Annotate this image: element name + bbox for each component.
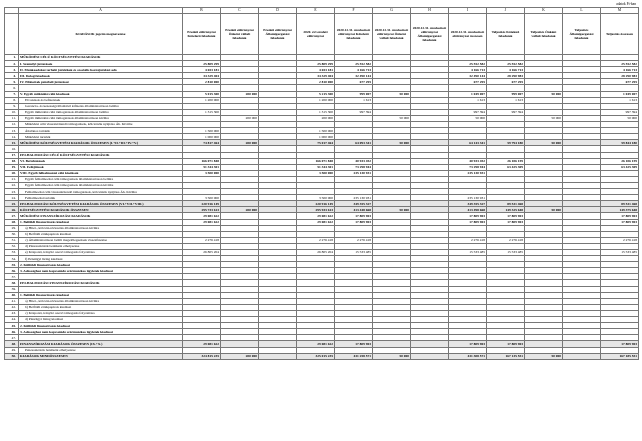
- amount-cell: 5 215 300: [297, 91, 335, 97]
- row-number: 38.: [5, 280, 19, 286]
- amount-cell: 89 531 468: [601, 201, 639, 207]
- amount-cell: 149 325 648: [487, 207, 525, 213]
- amount-cell: [411, 353, 449, 359]
- column-letter: L: [563, 8, 601, 14]
- amount-cell: 40 933 452: [335, 158, 373, 164]
- row-number: 26.: [5, 207, 19, 213]
- amount-cell: 26 805 204: [183, 250, 221, 256]
- amount-cell: 324 815 235: [183, 353, 221, 359]
- column-header: KIADÁSOK jogcím megnevezése: [19, 14, 183, 55]
- row-label: Működési célú visszatérítendő támogatások, kölcsönök nyújtása Áh. Kívülre: [19, 122, 183, 128]
- amount-cell: 74 817 464: [183, 140, 221, 146]
- row-number: 15.: [5, 140, 19, 146]
- amount-cell: 1 613: [487, 97, 525, 103]
- row-number: 27.: [5, 213, 19, 219]
- row-number: 16.: [5, 146, 19, 152]
- column-header-row: [5, 14, 639, 55]
- amount-cell: 26 106 159: [487, 158, 525, 164]
- amount-cell: 220 916 149: [183, 201, 221, 207]
- amount-cell: 431 308 571: [449, 353, 487, 359]
- amount-cell: 235 130 931: [335, 195, 373, 201]
- row-label: a) Hitel-, kölcsön-törlesztés államháztartáson kívülre: [19, 225, 183, 231]
- amount-cell: 50 000: [601, 115, 639, 121]
- amount-cell: 29 081 622: [183, 341, 221, 347]
- amount-cell: 235 130 931: [335, 170, 373, 176]
- row-label: b) Belföldi értékpapírok kiadásai: [19, 304, 183, 310]
- row-number: 46.: [5, 329, 19, 335]
- row-label: c) Államháztartáson belüli megelőlegezések visszafizetése: [19, 237, 183, 243]
- amount-cell: 50 000: [525, 115, 563, 121]
- row-number: 7.: [5, 91, 19, 97]
- row-label: FINANSZÍROZÁSI KIADÁSOK ÖSSZESEN (IX.+X.): [19, 341, 183, 347]
- row-label: Egyéb felhalmozási célú támogatások államháztartáson belülre: [19, 176, 183, 182]
- amount-cell: 295 933 613: [297, 207, 335, 213]
- amount-cell: 26 106 159: [601, 158, 639, 164]
- amount-cell: 431 258 571: [335, 353, 373, 359]
- amount-cell: 64 093 341: [335, 140, 373, 146]
- amount-cell: 1 613: [449, 97, 487, 103]
- column-letter: I: [449, 8, 487, 14]
- row-number: 2.: [5, 61, 19, 67]
- amount-cell: 50 000: [373, 353, 411, 359]
- row-number: 47.: [5, 335, 19, 341]
- amount-cell: 167 135 551: [487, 353, 525, 359]
- amount-cell: 50 000: [373, 207, 411, 213]
- row-number: 30.: [5, 231, 19, 237]
- amount-cell: 677 295: [601, 79, 639, 85]
- amount-cell: 29 081 622: [183, 219, 221, 225]
- amount-cell: 5 015 300: [183, 91, 221, 97]
- amount-cell: 50 000: [525, 207, 563, 213]
- amount-cell: 25 552 582: [335, 61, 373, 67]
- amount-cell: 32 490 144: [449, 73, 487, 79]
- amount-cell: 4 166 713: [449, 67, 487, 73]
- amount-cell: 25 552 582: [449, 61, 487, 67]
- row-label: f) Pénzügyi lízing kiadásai: [19, 256, 183, 262]
- amount-cell: 73 298 944: [335, 164, 373, 170]
- row-number: 20.: [5, 170, 19, 176]
- column-header: Teljesítés Kötelező feladatok: [487, 14, 525, 55]
- amount-cell: 28 290 983: [487, 73, 525, 79]
- column-letter: A: [19, 8, 183, 14]
- row-label: Felhalmozási tartalék: [19, 195, 183, 201]
- amount-cell: 63 425 309: [487, 164, 525, 170]
- amount-cell: 1 613: [335, 97, 373, 103]
- row-label: MŰKÖDÉSI KÖLTSÉGVETÉSI KIADÁSOK ÖSSZESEN (I.+II.+III.+IV.+V.): [19, 140, 183, 146]
- amount-cell: 325 015 235: [297, 353, 335, 359]
- column-letter: K: [525, 8, 563, 14]
- amount-cell: 413 498 668: [449, 207, 487, 213]
- row-label: Egyéb felhalmozási célú támogatások államháztartáson kívülre: [19, 182, 183, 188]
- amount-cell: 1 200 000: [183, 97, 221, 103]
- amount-cell: 149 375 648: [601, 207, 639, 213]
- amount-cell: 2 276 418: [183, 237, 221, 243]
- row-number: 45.: [5, 323, 19, 329]
- row-number: 24.: [5, 195, 19, 201]
- amount-cell: 997 394: [601, 109, 639, 115]
- amount-cell: 17 809 903: [601, 219, 639, 225]
- amount-cell: 200 000: [221, 353, 259, 359]
- row-label: IV. Ellátottak pénzbeli juttatásai: [19, 79, 183, 85]
- row-number: 36.: [5, 268, 19, 274]
- row-number: 31.: [5, 237, 19, 243]
- amount-cell: 1 049 007: [601, 91, 639, 97]
- row-number: 28.: [5, 219, 19, 225]
- amount-cell: [563, 353, 601, 359]
- amount-cell: 17 809 903: [601, 213, 639, 219]
- amount-cell: 4 166 713: [335, 67, 373, 73]
- amount-cell: 29 081 622: [183, 213, 221, 219]
- amount-cell: 1 613: [601, 97, 639, 103]
- column-letter: E: [297, 8, 335, 14]
- expenditure-table: [4, 7, 639, 360]
- row-number: 4.: [5, 73, 19, 79]
- amount-cell: 295 733 613: [183, 207, 221, 213]
- row-number: 39.: [5, 286, 19, 292]
- column-header: [5, 14, 19, 55]
- row-number: 35.: [5, 262, 19, 268]
- row-label: Pénzeszközök betétként elhelyezése: [19, 347, 183, 353]
- column-letter: F: [335, 8, 373, 14]
- amount-cell: 73 298 944: [449, 164, 487, 170]
- amount-cell: 17 809 903: [449, 219, 487, 225]
- amount-cell: 999 007: [487, 91, 525, 97]
- row-label: KÖLTSÉGVETÉSI KIADÁSOK ÖSSZESEN: [19, 207, 183, 213]
- amount-cell: 25 552 582: [601, 61, 639, 67]
- row-number: 42.: [5, 304, 19, 310]
- amount-cell: 89 531 468: [487, 201, 525, 207]
- row-label: KIADÁSOK MINDÖSSZESEN: [19, 353, 183, 359]
- column-header: Eredeti előirányzat Kötelező feladatok: [183, 14, 221, 55]
- amount-cell: 75 017 464: [297, 140, 335, 146]
- row-label: Általános tartalék: [19, 128, 183, 134]
- row-label: 2. Külföldi finanszírozás kiadásai: [19, 262, 183, 268]
- row-number: 5.: [5, 79, 19, 85]
- amount-cell: 29 081 622: [297, 213, 335, 219]
- row-label: c) Központi, irányító szervi támogatás folyósítása: [19, 310, 183, 316]
- row-number: 49.: [5, 347, 19, 353]
- amount-cell: 167 185 551: [601, 353, 639, 359]
- row-number: 40.: [5, 292, 19, 298]
- amount-cell: 4 166 713: [487, 67, 525, 73]
- amount-cell: 34 329 404: [297, 73, 335, 79]
- row-label: a) Hitel-, kölcsön-törlesztés államháztartáson kívülre: [19, 298, 183, 304]
- amount-cell: 50 000: [525, 140, 563, 146]
- amount-cell: 50 000: [525, 353, 563, 359]
- column-letter: M: [601, 8, 639, 14]
- table-body: [5, 55, 639, 360]
- column-header: Eredeti előirányzat Önként vállalt feladatok: [221, 14, 259, 55]
- row-number: 21.: [5, 176, 19, 182]
- amount-cell: 2 276 418: [487, 237, 525, 243]
- amount-cell: 2 276 418: [449, 237, 487, 243]
- amount-cell: 1 049 007: [449, 91, 487, 97]
- row-label: 1. Belföldi finanszírozás kiadásai: [19, 219, 183, 225]
- amount-cell: 2 276 418: [297, 237, 335, 243]
- column-header: Teljesítés összesen: [601, 14, 639, 55]
- column-header: 2020. évi eredeti előirányzat: [297, 14, 335, 55]
- row-number: 6.: [5, 85, 19, 91]
- amount-cell: 17 809 903: [487, 213, 525, 219]
- amount-cell: 50 000: [525, 91, 563, 97]
- amount-cell: 349 355 327: [335, 201, 373, 207]
- amount-cell: 677 295: [449, 79, 487, 85]
- row-number: 19.: [5, 164, 19, 170]
- row-number: 32.: [5, 243, 19, 249]
- row-number: 48.: [5, 341, 19, 347]
- column-header: 2020.12.31. módosított előirányzat Önként vállalt feladatok: [373, 14, 411, 55]
- amount-cell: 51 344 301: [183, 164, 221, 170]
- row-number: 22.: [5, 182, 19, 188]
- amount-cell: 997 394: [335, 109, 373, 115]
- amount-cell: 29 081 622: [297, 219, 335, 225]
- amount-cell: 17 809 903: [449, 341, 487, 347]
- amount-cell: 4 653 181: [183, 67, 221, 73]
- row-number: 37.: [5, 274, 19, 280]
- row-label: V. Egyéb működési célú kiadások: [19, 91, 183, 97]
- amount-cell: 166 071 848: [183, 158, 221, 164]
- column-letter: B: [183, 8, 221, 14]
- amount-cell: 17 809 903: [335, 213, 373, 219]
- amount-cell: 15 533 485: [335, 250, 373, 256]
- amount-cell: 1 500 000: [297, 128, 335, 134]
- amount-cell: 17 809 903: [487, 341, 525, 347]
- row-label: II. Munkaadókat terhelő járulékok és szociális hozzájárulási adó: [19, 67, 183, 73]
- row-number: 14.: [5, 134, 19, 140]
- column-header: 2020.12.31. módosított előirányzat összesen: [449, 14, 487, 55]
- row-label: 2. Külföldi finanszírozás kiadásai: [19, 323, 183, 329]
- amount-cell: 64 143 341: [449, 140, 487, 146]
- amount-cell: [259, 353, 297, 359]
- amount-cell: 1 000 000: [183, 134, 221, 140]
- row-number: 41.: [5, 298, 19, 304]
- row-number: 12.: [5, 122, 19, 128]
- amount-cell: 26 805 204: [297, 250, 335, 256]
- amount-cell: 1 000 000: [297, 134, 335, 140]
- amount-cell: 15 533 485: [449, 250, 487, 256]
- amount-cell: 50 000: [373, 140, 411, 146]
- amount-cell: 3 500 000: [183, 170, 221, 176]
- unit-note: adatok Ft-ban: [616, 2, 636, 6]
- column-letter: J: [487, 8, 525, 14]
- amount-cell: 166 071 848: [297, 158, 335, 164]
- column-letter: G: [373, 8, 411, 14]
- amount-cell: 50 000: [373, 115, 411, 121]
- amount-cell: 677 295: [335, 79, 373, 85]
- row-number: 10.: [5, 109, 19, 115]
- row-label: Egyéb működési célú támogatások államháztartáson belülre: [19, 109, 183, 115]
- amount-cell: 17 809 903: [335, 341, 373, 347]
- row-number: 23.: [5, 189, 19, 195]
- row-label: 3. Adóssághoz nem kapcsolódó származékos ügyletek kiadásai: [19, 268, 183, 274]
- amount-cell: 51 344 301: [297, 164, 335, 170]
- row-label: Elvonások és befizetések: [19, 97, 183, 103]
- amount-cell: 2 810 000: [183, 79, 221, 85]
- amount-cell: 28 290 983: [601, 73, 639, 79]
- amount-cell: 200 000: [221, 207, 259, 213]
- row-number: 9.: [5, 103, 19, 109]
- row-label: Egyéb működési célú támogatások államháztartáson kívülre: [19, 115, 183, 121]
- amount-cell: 17 809 903: [335, 219, 373, 225]
- amount-cell: 997 394: [487, 109, 525, 115]
- amount-cell: 25 552 582: [487, 61, 525, 67]
- amount-cell: 17 809 903: [601, 341, 639, 347]
- amount-cell: 1 315 300: [183, 109, 221, 115]
- amount-cell: 200 000: [297, 115, 335, 121]
- row-number: 17.: [5, 152, 19, 158]
- row-number: 3.: [5, 67, 19, 73]
- table-row: [5, 353, 639, 359]
- amount-cell: 220 916 149: [297, 201, 335, 207]
- column-letter: D: [259, 8, 297, 14]
- row-label: I. Személyi juttatások: [19, 61, 183, 67]
- column-letter: H: [411, 8, 449, 14]
- amount-cell: 59 844 180: [601, 140, 639, 146]
- amount-cell: 999 007: [335, 91, 373, 97]
- row-label: MŰKÖDÉSI CÉLÚ KÖLTSÉGVETÉSI KIADÁSOK: [19, 55, 183, 61]
- amount-cell: 15 533 485: [487, 250, 525, 256]
- amount-cell: 17 809 903: [449, 213, 487, 219]
- row-label: 3. Adóssághoz nem kapcsolódó származékos ügyletek kiadásai: [19, 329, 183, 335]
- amount-cell: 235 130 931: [449, 170, 487, 176]
- row-label: Felhalmozási célú visszatérítendő támogatások, kölcsönök nyújtása Áh. Kívülre: [19, 189, 183, 195]
- amount-cell: 50 000: [373, 91, 411, 97]
- row-label: VII. Felújítások: [19, 164, 183, 170]
- column-header: Teljesítés Államigazgatási feladatok: [563, 14, 601, 55]
- row-label: Működési tartalék: [19, 134, 183, 140]
- column-header: Teljesítés Önként vállalt feladatok: [525, 14, 563, 55]
- row-number: 34.: [5, 256, 19, 262]
- amount-cell: 40 933 452: [449, 158, 487, 164]
- amount-cell: 349 355 327: [449, 201, 487, 207]
- amount-cell: 1 500 000: [183, 128, 221, 134]
- amount-cell: 2 276 418: [335, 237, 373, 243]
- row-number: 50.: [5, 353, 19, 359]
- row-number: 25.: [5, 201, 19, 207]
- amount-cell: 235 130 931: [449, 195, 487, 201]
- row-number: 43.: [5, 310, 19, 316]
- amount-cell: 25 809 299: [183, 61, 221, 67]
- amount-cell: 2 810 000: [297, 79, 335, 85]
- row-label: d) Pénzeszközök betétként elhelyezése: [19, 243, 183, 249]
- row-label: FELHALMOZÁSI FINANSZÍROZÁSI KIADÁSOK: [19, 280, 183, 286]
- row-label: b) Belföldi értékpapírok kiadásai: [19, 231, 183, 237]
- row-label: VI. Beruházások: [19, 158, 183, 164]
- column-letter: C: [221, 8, 259, 14]
- amount-cell: 1 315 300: [297, 109, 335, 115]
- amount-cell: 50 000: [449, 115, 487, 121]
- row-number: 8.: [5, 97, 19, 103]
- amount-cell: 29 081 622: [297, 341, 335, 347]
- amount-cell: 200 000: [221, 115, 259, 121]
- amount-cell: 63 425 309: [601, 164, 639, 170]
- column-header: Eredeti előirányzat Államigazgatási feladatok: [259, 14, 297, 55]
- row-label: e) Központi, irányító szervi támogatás folyósítása: [19, 250, 183, 256]
- row-number: 33.: [5, 250, 19, 256]
- row-label: Garancia- és kezességvállalásból kifizetés államháztartáson belülre: [19, 103, 183, 109]
- column-header: 2020.12.31. módosított előirányzat Államigazgatási feladatok: [411, 14, 449, 55]
- amount-cell: 1 200 000: [297, 97, 335, 103]
- amount-cell: 3 500 000: [297, 195, 335, 201]
- row-label: III. Dologi kiadások: [19, 73, 183, 79]
- amount-cell: 4 653 181: [297, 67, 335, 73]
- amount-cell: 3 500 000: [183, 195, 221, 201]
- row-label: FELHALMOZÁSI CÉLÚ KÖLTSÉGVETÉSI KIADÁSOK: [19, 152, 183, 158]
- row-label: VIII. Egyéb felhalmozási célú kiadások: [19, 170, 183, 176]
- row-number: 13.: [5, 128, 19, 134]
- row-label: FELHALMOZÁSI KÖLTSÉGVETÉSI KIADÁSOK ÖSSZESEN (VI.+VII.+VIII.): [19, 201, 183, 207]
- row-label: 1. Belföldi finanszírozás kiadásai: [19, 292, 183, 298]
- row-number: 44.: [5, 317, 19, 323]
- amount-cell: 34 329 404: [183, 73, 221, 79]
- amount-cell: 3 500 000: [297, 170, 335, 176]
- row-label: MŰKÖDÉSI FINANSZÍROZÁSI KIADÁSOK: [19, 213, 183, 219]
- row-number: 11.: [5, 115, 19, 121]
- row-number: 18.: [5, 158, 19, 164]
- amount-cell: 200 000: [221, 140, 259, 146]
- amount-cell: 59 794 180: [487, 140, 525, 146]
- amount-cell: 2 276 418: [601, 237, 639, 243]
- amount-cell: 4 166 713: [601, 67, 639, 73]
- amount-cell: 200 000: [221, 91, 259, 97]
- column-header: 2020.12.31. módosított előirányzat Kötelező feladatok: [335, 14, 373, 55]
- amount-cell: 413 448 668: [335, 207, 373, 213]
- amount-cell: 15 533 485: [601, 250, 639, 256]
- amount-cell: 17 809 903: [487, 219, 525, 225]
- row-label: d) Pénzügyi lízing kiadásai: [19, 317, 183, 323]
- amount-cell: 25 809 299: [297, 61, 335, 67]
- row-number: 29.: [5, 225, 19, 231]
- amount-cell: 997 394: [449, 109, 487, 115]
- amount-cell: 32 490 144: [335, 73, 373, 79]
- row-number: 1.: [5, 55, 19, 61]
- amount-cell: 677 295: [487, 79, 525, 85]
